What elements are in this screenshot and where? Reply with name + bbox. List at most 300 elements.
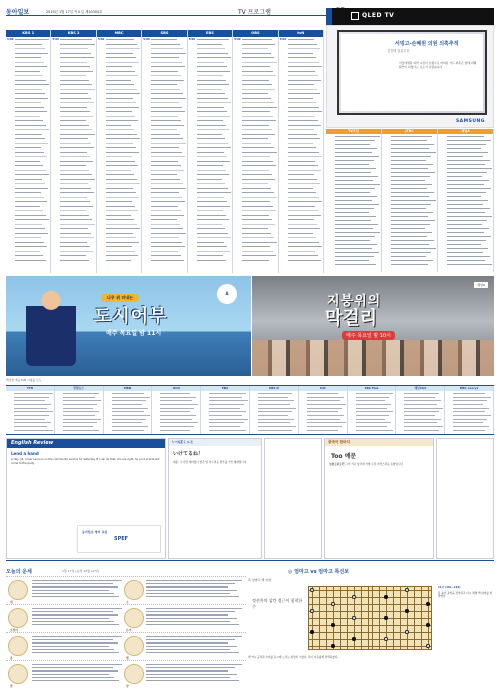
- program-title-line: [197, 138, 225, 139]
- program-title-line: [453, 430, 485, 431]
- program-title-line: [112, 408, 149, 409]
- cable-strip-column: [396, 386, 445, 434]
- program-title-line: [60, 53, 90, 54]
- program-title-line: [197, 75, 223, 76]
- program-title-line: [151, 183, 182, 184]
- program-line: [189, 137, 231, 141]
- text-line: [32, 618, 109, 619]
- program-title-line: [15, 80, 46, 81]
- fortune-text: [146, 608, 242, 630]
- text-line: [146, 680, 239, 681]
- program-line: [153, 399, 199, 402]
- program-line: [383, 167, 436, 170]
- program-line: [327, 163, 380, 166]
- program-title-line: [404, 393, 439, 394]
- program-line: [143, 119, 185, 123]
- fortune-section: [6, 568, 246, 688]
- program-title-line: [15, 71, 40, 72]
- program-line: [189, 178, 231, 182]
- program-line: [234, 259, 276, 263]
- program-title-line: [151, 170, 183, 171]
- program-line: [98, 178, 140, 182]
- program-line: [153, 429, 199, 432]
- program-line: [143, 56, 185, 60]
- program-line: [143, 128, 185, 132]
- ad-big-title: 막걸리: [325, 308, 378, 329]
- program-line: [189, 110, 231, 114]
- program-title-line: [307, 397, 344, 398]
- spef-logo: SPEF: [114, 536, 129, 542]
- program-title-line: [242, 120, 275, 121]
- program-line: [7, 232, 49, 236]
- program-title-line: [106, 197, 139, 198]
- program-title-line: [60, 201, 89, 202]
- baduk-comment-text: 흑 돌이 중앙을 장악하고 다시 좌변 백 대마를 압박한다: [438, 591, 493, 598]
- program-title-line: [391, 252, 431, 253]
- program-title-line: [447, 180, 489, 181]
- program-title-line: [197, 260, 226, 261]
- program-line: [446, 422, 492, 425]
- program-title-line: [60, 48, 87, 49]
- program-title-line: [112, 422, 143, 423]
- program-title-line: [197, 242, 224, 243]
- program-title-line: [197, 134, 222, 135]
- program-line: [280, 128, 322, 132]
- program-title-line: [151, 39, 176, 40]
- program-title-line: [197, 84, 229, 85]
- program-line: [52, 191, 94, 195]
- program-line: [143, 151, 185, 155]
- program-title-line: [356, 411, 394, 412]
- ad-title: 도시어부: [94, 306, 168, 327]
- program-title-line: [60, 143, 90, 144]
- program-title-line: [106, 129, 134, 130]
- program-line: [280, 200, 322, 204]
- program-title-line: [288, 62, 319, 63]
- program-line: [189, 101, 231, 105]
- program-title-line: [391, 260, 433, 261]
- program-line: [439, 139, 492, 142]
- program-line: [7, 97, 49, 101]
- program-line: [52, 115, 94, 119]
- program-line: [251, 396, 297, 399]
- program-title-line: [151, 120, 180, 121]
- program-line: [7, 164, 49, 168]
- program-title-line: [404, 397, 435, 398]
- program-title-line: [288, 161, 315, 162]
- program-line: [383, 179, 436, 182]
- program-line: [98, 47, 140, 51]
- program-line: [52, 187, 94, 191]
- japanese-body: 예문: 그 사람 재미있다 좋은 일 부드러운 말투를 가진 형태입니다: [173, 461, 247, 464]
- program-title-line: [106, 251, 135, 252]
- program-title-line: [60, 161, 92, 162]
- program-title-line: [15, 179, 42, 180]
- program-line: [234, 227, 276, 231]
- program-title-line: [288, 179, 317, 180]
- program-line: [52, 218, 94, 222]
- program-title-line: [14, 415, 49, 416]
- program-title-line: [404, 411, 439, 412]
- program-title-line: [391, 216, 428, 217]
- program-title-line: [197, 44, 222, 45]
- program-title-line: [106, 215, 131, 216]
- program-line: [280, 38, 322, 42]
- program-title-line: [15, 98, 48, 99]
- program-line: [105, 392, 151, 395]
- program-title-line: [335, 192, 370, 193]
- program-time: 5:00: [279, 38, 287, 42]
- go-stone: [310, 630, 314, 634]
- program-title-line: [197, 102, 231, 103]
- program-line: [7, 187, 49, 191]
- program-title-line: [258, 397, 288, 398]
- program-title-line: [112, 397, 151, 398]
- program-line: [327, 207, 380, 210]
- schedule-subheader: [6, 18, 324, 28]
- program-title-line: [106, 201, 132, 202]
- program-title-line: [106, 210, 138, 211]
- program-line: [251, 414, 297, 417]
- program-title-line: [391, 140, 427, 141]
- zodiac-name: 말: [10, 684, 13, 688]
- program-title-line: [209, 411, 246, 412]
- program-line: [189, 52, 231, 56]
- program-title-line: [242, 53, 270, 54]
- program-title-line: [242, 242, 276, 243]
- program-title-line: [197, 48, 225, 49]
- program-title-line: [288, 111, 322, 112]
- program-line: [143, 88, 185, 92]
- program-line: [189, 133, 231, 137]
- program-title-line: [447, 144, 486, 145]
- program-line: [7, 403, 53, 406]
- program-line: [327, 151, 380, 154]
- program-title-line: [60, 125, 88, 126]
- program-line: [143, 106, 185, 110]
- program-line: [383, 135, 436, 138]
- program-line: [189, 115, 231, 119]
- program-title-line: [242, 197, 276, 198]
- program-line: [7, 101, 49, 105]
- program-title-line: [391, 148, 429, 149]
- zodiac-name: 소: [126, 600, 129, 604]
- program-title-line: [288, 224, 317, 225]
- program-line: [7, 218, 49, 222]
- program-title-line: [15, 134, 42, 135]
- program-line: [234, 47, 276, 51]
- program-line: [439, 211, 492, 214]
- program-title-line: [288, 233, 313, 234]
- go-stone: [405, 609, 409, 613]
- program-title-line: [335, 196, 377, 197]
- program-line: [439, 255, 492, 258]
- zodiac-icon: [8, 664, 28, 684]
- program-title-line: [447, 136, 484, 137]
- program-line: [98, 61, 140, 65]
- program-title-line: [288, 228, 320, 229]
- program-title-line: [106, 237, 136, 238]
- program-title-line: [288, 107, 319, 108]
- program-title-line: [15, 161, 40, 162]
- program-title-line: [391, 164, 433, 165]
- program-title-line: [151, 147, 178, 148]
- baduk-board-1: [308, 586, 372, 650]
- program-title-line: [151, 138, 182, 139]
- program-line: [397, 410, 443, 413]
- program-line: [280, 155, 322, 159]
- program-line: [234, 106, 276, 110]
- program-line: [439, 191, 492, 194]
- program-line: [202, 425, 248, 428]
- program-line: [397, 392, 443, 395]
- program-line: [52, 155, 94, 159]
- program-line: [327, 155, 380, 158]
- program-line: [280, 124, 322, 128]
- program-title-line: [447, 220, 487, 221]
- program-title-line: [106, 84, 134, 85]
- program-title-line: [447, 208, 490, 209]
- program-line: [383, 263, 436, 266]
- text-line: [146, 624, 239, 625]
- cable-strip-column: [152, 386, 201, 434]
- program-title-line: [197, 57, 231, 58]
- program-line: [7, 422, 53, 425]
- program-line: [189, 205, 231, 209]
- program-line: [98, 70, 140, 74]
- program-title-line: [151, 156, 184, 157]
- go-stone: [331, 623, 335, 627]
- program-title-line: [356, 426, 388, 427]
- program-line: [52, 223, 94, 227]
- program-title-line: [288, 174, 314, 175]
- program-title-line: [242, 84, 271, 85]
- program-line: [439, 239, 492, 242]
- text-line: [32, 646, 109, 647]
- program-line: [189, 160, 231, 164]
- program-title-line: [258, 404, 290, 405]
- program-title-line: [60, 107, 86, 108]
- program-line: [300, 414, 346, 417]
- program-title-line: [391, 208, 426, 209]
- program-title-line: [197, 228, 225, 229]
- program-title-line: [151, 116, 177, 117]
- program-line: [143, 38, 185, 42]
- program-title-line: [447, 260, 485, 261]
- program-title-line: [15, 201, 47, 202]
- program-title-line: [112, 393, 145, 394]
- program-title-line: [391, 244, 429, 245]
- program-title-line: [60, 170, 88, 171]
- program-title-line: [242, 147, 273, 148]
- program-title-line: [288, 66, 322, 67]
- program-title-line: [453, 411, 485, 412]
- program-line: [52, 110, 94, 114]
- program-title-line: [288, 116, 315, 117]
- program-line: [189, 61, 231, 65]
- program-line: [52, 214, 94, 218]
- program-title-line: [60, 147, 93, 148]
- program-line: [143, 205, 185, 209]
- channel-name: KBS N: [250, 386, 298, 391]
- program-line: [234, 115, 276, 119]
- program-line: [446, 418, 492, 421]
- program-title-line: [151, 44, 179, 45]
- program-line: [383, 255, 436, 258]
- program-title-line: [15, 62, 44, 63]
- program-title-line: [197, 143, 228, 144]
- program-title-line: [288, 215, 321, 216]
- program-title-line: [447, 172, 487, 173]
- text-line: [146, 583, 235, 584]
- program-line: [234, 196, 276, 200]
- program-line: [52, 74, 94, 78]
- program-title-line: [14, 426, 47, 427]
- program-title-line: [209, 415, 242, 416]
- program-line: [446, 396, 492, 399]
- program-title-line: [151, 93, 182, 94]
- program-line: [189, 182, 231, 186]
- cable-column: [438, 129, 494, 272]
- program-title-line: [197, 62, 224, 63]
- program-title-line: [151, 66, 184, 67]
- program-line: [383, 239, 436, 242]
- program-line: [439, 155, 492, 158]
- program-title-line: [404, 404, 437, 405]
- program-line: [98, 254, 140, 258]
- program-title-line: [209, 419, 248, 420]
- program-title-line: [391, 160, 426, 161]
- program-title-line: [453, 404, 483, 405]
- program-title-line: [15, 111, 47, 112]
- program-title-line: [15, 84, 49, 85]
- program-line: [7, 146, 49, 150]
- program-title-line: [447, 192, 486, 193]
- program-title-line: [197, 93, 225, 94]
- program-title-line: [447, 256, 490, 257]
- program-title-line: [106, 233, 133, 234]
- program-title-line: [106, 183, 140, 184]
- program-title-line: [288, 201, 322, 202]
- program-title-line: [15, 174, 49, 175]
- program-title-line: [60, 251, 92, 252]
- go-stone: [384, 616, 388, 620]
- program-title-line: [242, 66, 269, 67]
- program-line: [143, 173, 185, 177]
- program-line: [439, 151, 492, 154]
- ad-title: 지붕위의: [327, 294, 382, 309]
- program-line: [300, 425, 346, 428]
- program-title-line: [197, 120, 223, 121]
- program-line: [280, 115, 322, 119]
- program-line: [234, 155, 276, 159]
- program-title-line: [15, 143, 48, 144]
- program-line: [98, 223, 140, 227]
- text-line: [32, 586, 118, 587]
- program-line: [280, 232, 322, 236]
- fortune-row: [6, 576, 246, 604]
- program-title-line: [447, 212, 485, 213]
- program-title-line: [391, 212, 433, 213]
- program-title-line: [404, 408, 443, 409]
- program-line: [56, 399, 102, 402]
- program-line: [383, 143, 436, 146]
- text-line: [146, 614, 228, 615]
- program-title-line: [288, 57, 316, 58]
- program-line: [52, 47, 94, 51]
- program-line: [446, 403, 492, 406]
- program-title-line: [60, 98, 90, 99]
- program-line: [327, 147, 380, 150]
- program-title-line: [151, 192, 178, 193]
- program-title-line: [335, 220, 371, 221]
- program-line: [234, 191, 276, 195]
- program-title-line: [404, 426, 443, 427]
- program-title-line: [335, 180, 373, 181]
- program-title-line: [151, 206, 177, 207]
- program-line: [98, 74, 140, 78]
- program-line: [52, 254, 94, 258]
- program-line: [52, 200, 94, 204]
- program-title-line: [242, 206, 272, 207]
- program-title-line: [197, 251, 230, 252]
- program-line: [234, 83, 276, 87]
- program-title-line: [391, 176, 430, 177]
- program-line: [7, 227, 49, 231]
- program-title-line: [197, 111, 227, 112]
- program-line: [98, 232, 140, 236]
- program-line: [189, 70, 231, 74]
- program-time: 5:00: [52, 38, 59, 42]
- program-line: [383, 259, 436, 262]
- program-line: [153, 392, 199, 395]
- ad-headline: 서빙고-손혜원 의원 의혹추적: [395, 41, 459, 47]
- zodiac-icon: [8, 580, 28, 600]
- program-line: [189, 259, 231, 263]
- baduk-section: [248, 568, 494, 688]
- zodiac-icon: [8, 636, 28, 656]
- program-title-line: [151, 179, 179, 180]
- program-title-line: [15, 170, 46, 171]
- program-line: [189, 47, 231, 51]
- program-line: [202, 429, 248, 432]
- program-line: [280, 259, 322, 263]
- text-line: [32, 636, 122, 637]
- program-title-line: [197, 98, 228, 99]
- text-line: [32, 608, 122, 609]
- program-line: [105, 403, 151, 406]
- text-line: [32, 677, 114, 678]
- program-title-line: [307, 415, 344, 416]
- program-line: [7, 56, 49, 60]
- program-title-line: [15, 246, 47, 247]
- program-time: 5:00: [234, 38, 241, 42]
- program-title-line: [288, 260, 321, 261]
- program-line: [439, 259, 492, 262]
- program-line: [98, 250, 140, 254]
- program-title-line: [288, 192, 316, 193]
- program-line: [189, 173, 231, 177]
- program-title-line: [335, 156, 379, 157]
- text-line: [32, 590, 109, 591]
- program-title-line: [151, 255, 180, 256]
- program-line: [143, 83, 185, 87]
- program-line: [7, 65, 49, 69]
- program-title-line: [356, 415, 390, 416]
- program-title-line: [197, 233, 228, 234]
- program-title-line: [14, 411, 53, 412]
- program-line: [327, 227, 380, 230]
